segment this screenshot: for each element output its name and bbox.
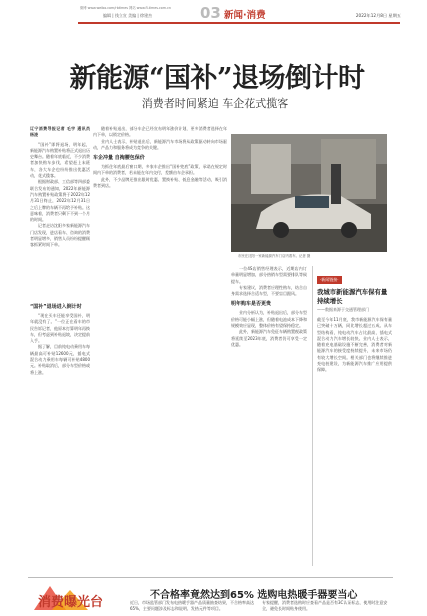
paragraph: 一位4S店销售经理表示，近期店内订单量明显增加，部分热销车型需要排队等候提车。: [231, 266, 307, 284]
web-line: 微博 www.weibo.com/rbtimes 网站 www.fl-times.com.cn: [80, 6, 171, 10]
bottom-headline: 不合格率竟然达到65% 选购电热暖手器要当心: [150, 590, 358, 601]
section-heading: “国补”退场进入倒计时: [30, 304, 82, 310]
news-link-sidebar: [312, 266, 392, 566]
article-column-3: [231, 266, 307, 571]
sidebar-subtitle: ——数据来源于交通管理部门: [317, 307, 369, 312]
bottom-text-left: 近日，市场监管部门发布电热暖手器产品质量抽查结果，不合格率高达65%，主要问题涉及标志和说明、发热元件等项目。: [130, 600, 254, 611]
paragraph: “现在买车还能享受国补，明年就没有了。”一位正在看车的市民告诉记者，他原本打算明年再换车，但考虑到补贴退坡，决定提前入手。: [30, 313, 90, 344]
section-number: 03: [200, 4, 221, 22]
sidebar-title: 我城市新能源汽车保有量持续增长: [317, 288, 388, 305]
section-heading: 明年购车是否更贵: [231, 301, 272, 308]
masthead: [0, 0, 427, 40]
article-column-2: [93, 126, 227, 571]
consumer-exposure-logo: [30, 580, 126, 616]
article-photo: [231, 134, 387, 252]
article-column-1-lower: [30, 300, 90, 570]
paragraph: “国补”即将退场，明年起，新能源汽车购置补贴将正式退出历史舞台。随着年底临近，不少消费者加快购车步伐，希望赶上末班车，各大车企也纷纷推出优惠活动，花式揽客。: [30, 141, 90, 179]
paragraph: 为抓住年底最后窗口期，多家车企推出“国补兜底”政策，承诺在规定时间内下单的消费者，若未能在年内交付，差额由车企承担。: [93, 164, 227, 176]
paragraph: 业内分析认为，补贴退出后，部分车型价格可能小幅上涨，但随着电池成本下降和规模效应显现，整体价格有望保持稳定。: [231, 310, 307, 329]
sidebar-body: 截至今年11月底，我市新能源汽车保有量已突破十万辆，同比增长超过五成。从车型结构看，纯电动汽车占比最高，插电式混合动力汽车增长较快。业内人士表示，随着充电基础设施不断完善，消费者对新能源汽车的接受度持续提升，未来市场仍有较大增长空间。相关部门也将继续推进充电桩建设，为新能源汽车推广应用提供保障。: [317, 317, 392, 373]
section-divider: [28, 577, 393, 578]
byline: 辽宁消费导报记者 毛宇 通讯员 杨凌: [30, 126, 90, 138]
photo-caption: 市民在沈阳一家新能源汽车门店内看车。记者 摄: [238, 254, 311, 258]
paragraph: 此外，不少品牌还推出限时优惠、置换补贴、低息金融等活动，吸引消费者到店。: [93, 176, 227, 189]
paragraph: 据了解，目前纯电动乘用车每辆最高可补贴12600元，插电式混合动力乘用车每辆可补贴4800元。补贴取消后，部分车型价格或将上涨。: [30, 344, 90, 375]
sidebar-tag: ·新闻链接·: [317, 276, 342, 284]
article-subhead: 消费者时间紧迫 车企花式揽客: [141, 97, 289, 110]
paragraph: 专家建议，消费者应理性购车，结合自身需求选择合适车型，不要盲目跟风。: [231, 284, 307, 297]
paragraph: 随着补贴退出，部分车企已经宣布明年涨价计划，更多消费者选择在年内下单，以锁定价格。: [93, 126, 227, 138]
paragraph: 根据财政部、工信部等四部委联合发布的通知，2022年新能源汽车购置补贴政策将于2022年12月31日终止，2022年12月31日之后上牌的车辆不再给予补贴。这意味着，消费者只剩下不到一个月的时间。: [30, 179, 90, 223]
issue-date: 2022年12月8日 星期五: [355, 13, 401, 18]
section-name: 新闻·消费: [224, 10, 266, 21]
paragraph: 此外，新能源汽车免征车辆购置税政策将延续至2023年底，消费者仍可享受一定优惠。: [231, 329, 307, 347]
bottom-text-right: 专家提醒，消费者选购时应查看产品是否有3C认证标志，使用时注意安全，避免长时间贴身使用。: [262, 600, 388, 611]
logo-text: 消费曝光台: [38, 595, 104, 610]
editor-line: 编辑 | 钱立宣 美编 | 徐建杰: [103, 13, 153, 18]
paragraph: 业内人士表示，补贴退出后，新能源汽车市场将从政策驱动转向市场驱动，产品力和服务将成为竞争的关键。: [93, 138, 227, 150]
section-heading: 车企冲量 自掏腰包保价: [93, 155, 145, 162]
paragraph: 记者走访沈阳多家新能源汽车门店发现，进店看车、咨询的消费者明显增多，销售人员纷纷提醒顾客抓紧时间下单。: [30, 223, 90, 248]
article-headline: 新能源“国补”退场倒计时: [69, 63, 365, 94]
masthead-rule: [78, 22, 400, 24]
